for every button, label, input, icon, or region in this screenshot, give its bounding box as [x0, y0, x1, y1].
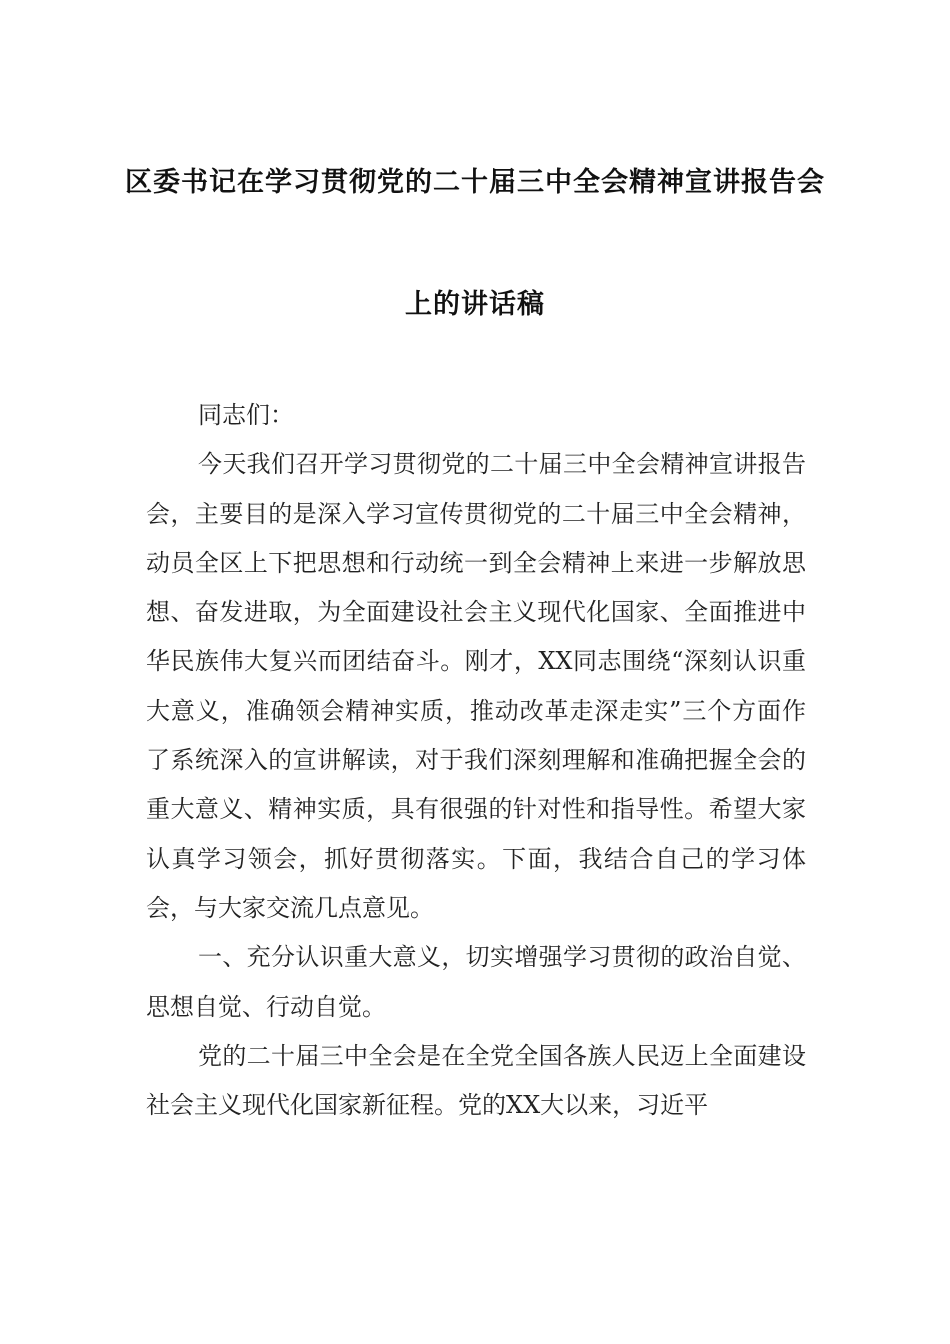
document-title-line-1: 区委书记在学习贯彻党的二十届三中全会精神宣讲报告会 — [125, 167, 825, 198]
document-body — [146, 391, 806, 1130]
section-one-paragraph: 党的二十届三中全会是在全党全国各族人民迈上全面建设社会主义现代化国家新征程。党的XX大以来，习近平 — [146, 1041, 806, 1120]
salutation-paragraph: 同志们： — [198, 401, 294, 429]
opening-paragraph: 今天我们召开学习贯彻党的二十届三中全会精神宣讲报告会，主要目的是深入学习宣传贯彻党的二十届三中全会精神，动员全区上下把思想和行动统一到全会精神上来进一步解放思想、奋发进取，为全面建设社会主义现代化国家、全面推进中华民族伟大复兴而团结奋斗。刚才，XX同志围绕“深刻认识重大意义，准确领会精神实质，推动改革走深走实”三个方面作了系统深入的宣讲解读，对于我们深刻理解和准确把握全会的重大意义、精神实质，具有很强的针对性和指导性。希望大家认真学习领会，抓好贯彻落实。下面，我结合自己的学习体会，与大家交流几点意见。 — [146, 450, 806, 922]
document-title-line-2: 上的讲话稿 — [405, 289, 545, 320]
section-one-heading: 一、充分认识重大意义，切实增强学习贯彻的政治自觉、思想自觉、行动自觉。 — [146, 943, 806, 1021]
